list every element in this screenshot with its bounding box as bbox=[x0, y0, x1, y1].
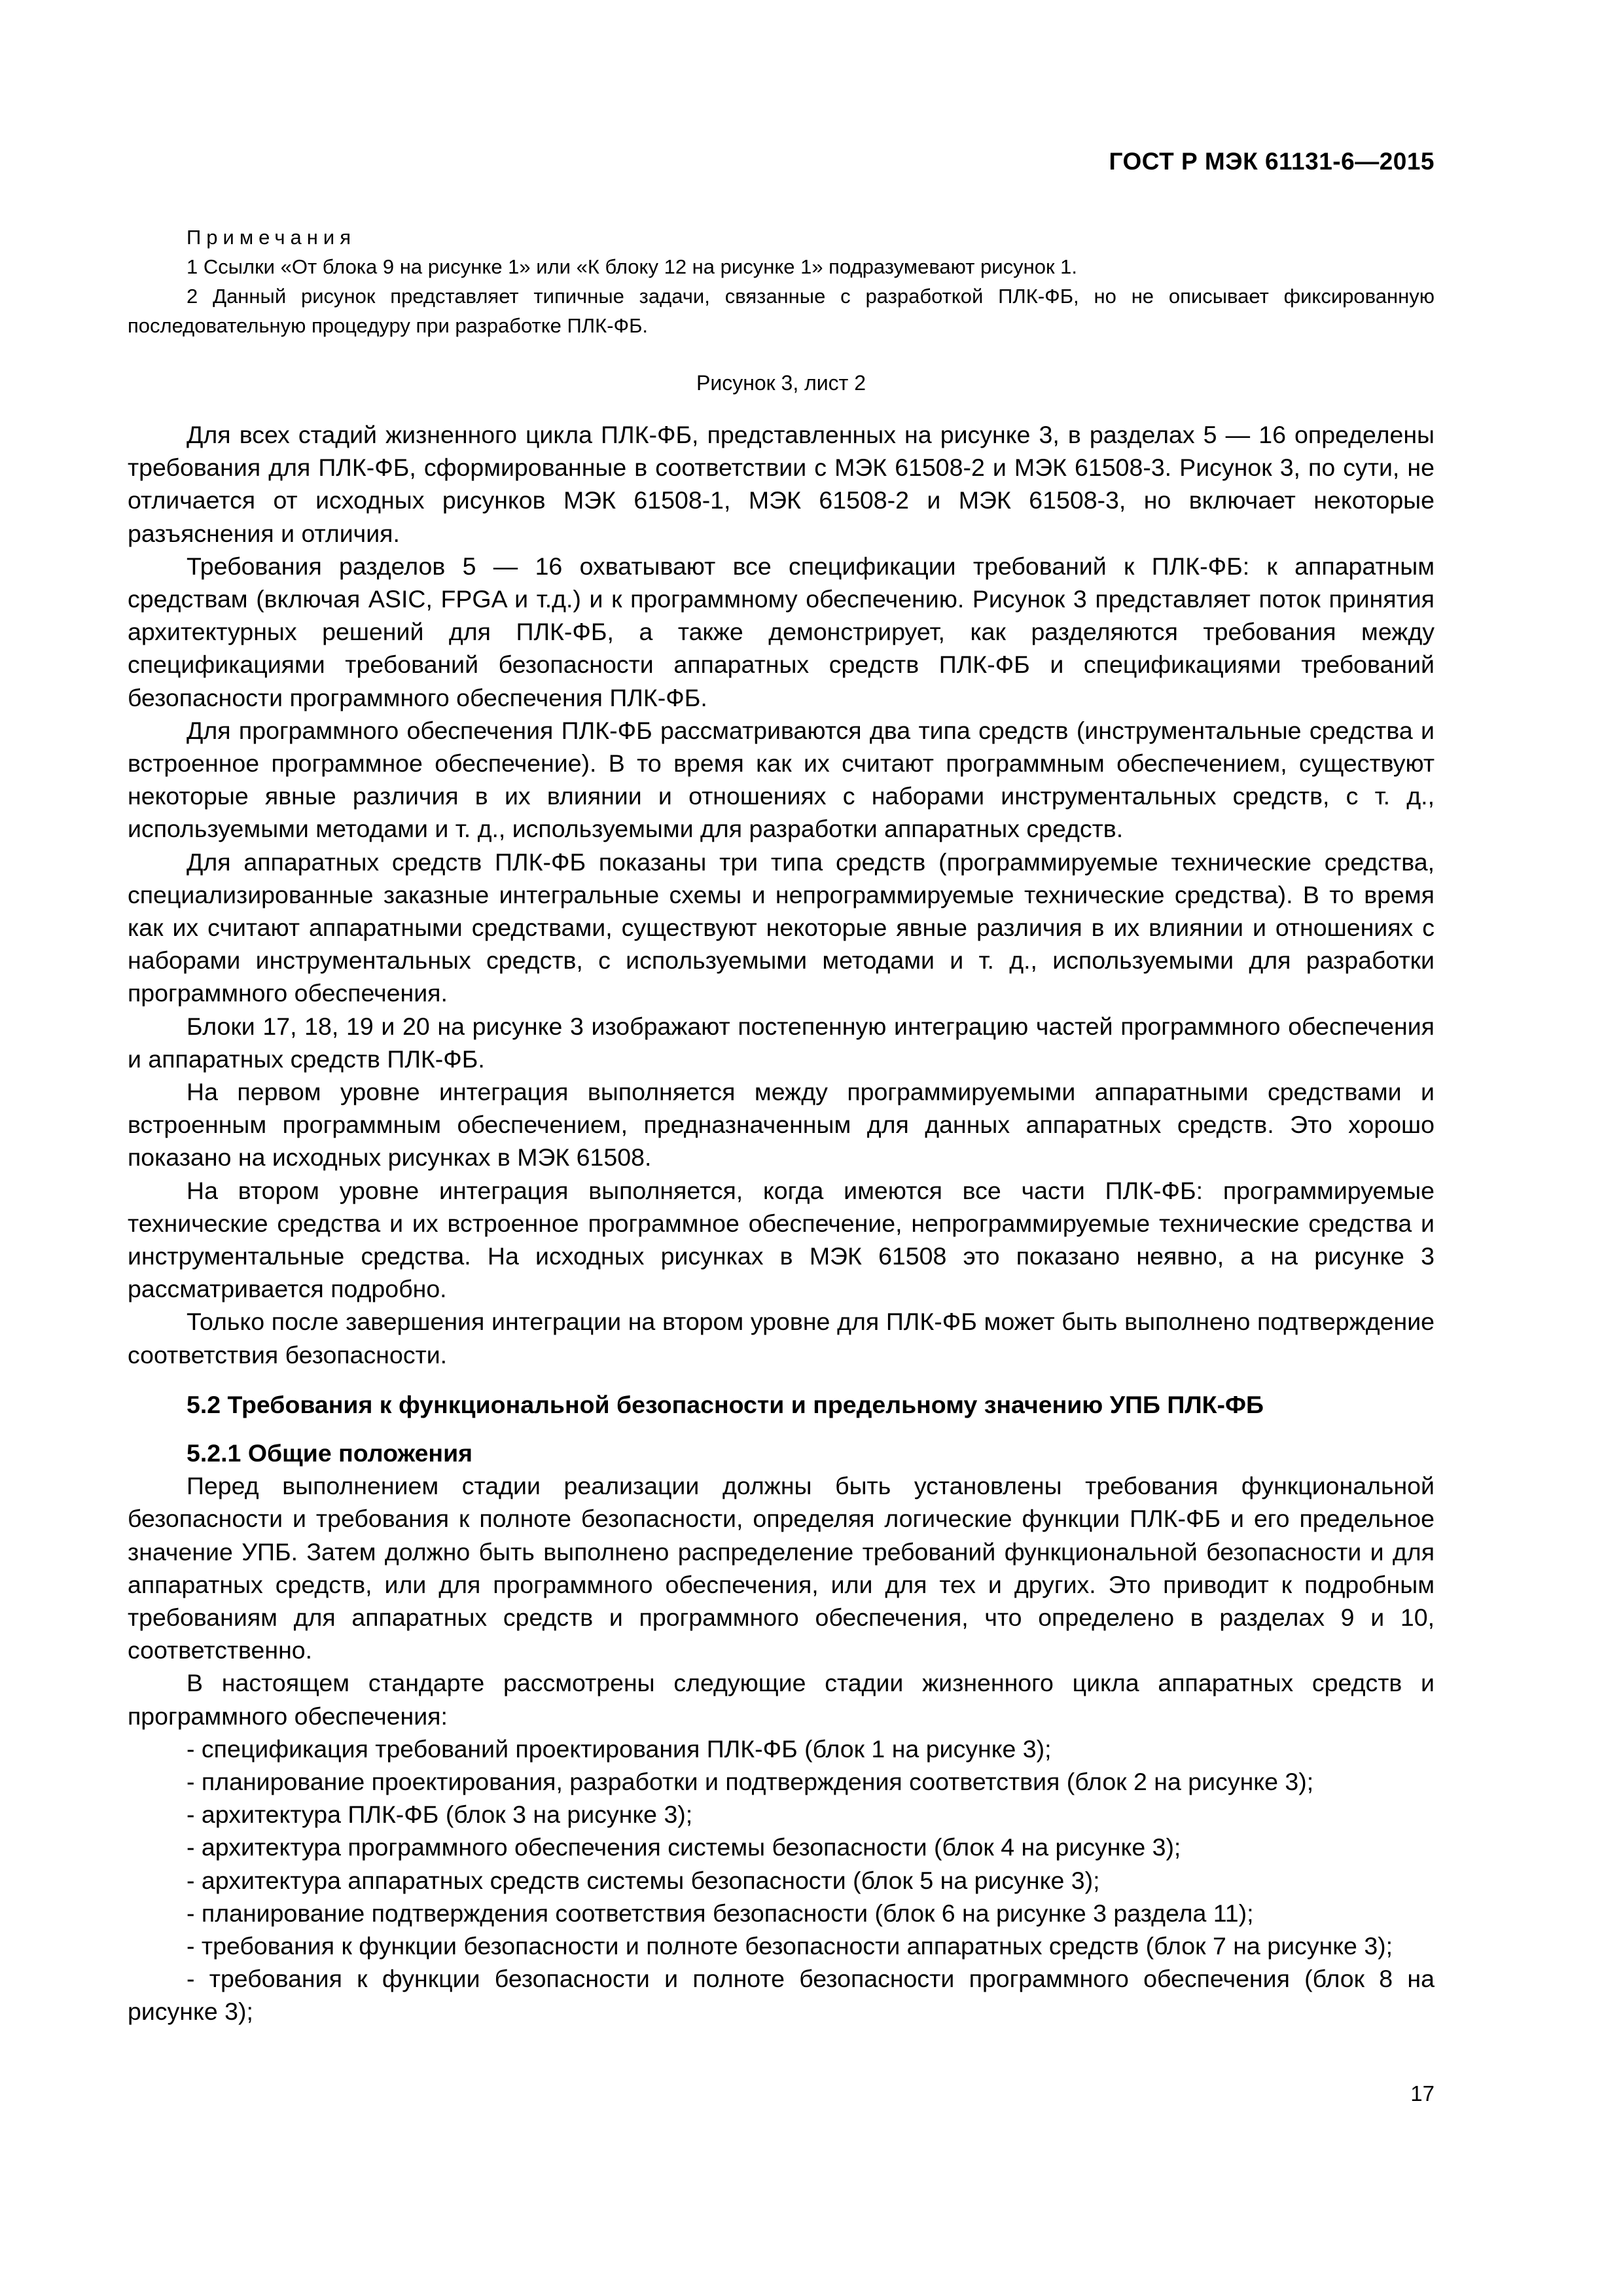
note-item: 2 Данный рисунок представляет типичные задачи, связанные с разработкой ПЛК-ФБ, но не описывает фиксированную последовательную процедуру при разработке ПЛК-ФБ. bbox=[128, 285, 1435, 337]
paragraph: Только после завершения интеграции на втором уровне для ПЛК-ФБ может быть выполнено подтверждение соответствия безопасности. bbox=[128, 1308, 1435, 1369]
list-item: - требования к функции безопасности и полноте безопасности программного обеспечения (блок 8 на рисунке 3); bbox=[128, 1965, 1435, 2026]
figure-caption: Рисунок 3, лист 2 bbox=[696, 371, 866, 395]
paragraph: Требования разделов 5 — 16 охватывают все спецификации требований к ПЛК-ФБ: к аппаратным средствам (включая ASIC, FPGA и т.д.) и к программному обеспечению. Рисунок 3 представляет поток принятия архитектурных решений для ПЛК-ФБ, а также демонстрирует, как разделяются требования между спецификациями требований безопасности аппаратных средств ПЛК-ФБ и спецификациями требований безопасности программного обеспечения ПЛК-ФБ. bbox=[128, 552, 1435, 711]
list-item: - архитектура программного обеспечения системы безопасности (блок 4 на рисунке 3); bbox=[187, 1833, 1181, 1861]
paragraph: На первом уровне интеграция выполняется между программируемыми аппаратными средствами и встроенным программным обеспечением, предназначенным для данных аппаратных средств. Это хорошо показано на исходных рисунках в МЭК 61508. bbox=[128, 1078, 1435, 1172]
list-item: - планирование подтверждения соответствия безопасности (блок 6 на рисунке 3 раздела 11); bbox=[187, 1899, 1254, 1927]
figure-notes bbox=[128, 223, 1435, 340]
list-item: - планирование проектирования, разработки и подтверждения соответствия (блок 2 на рисунке 3); bbox=[187, 1767, 1314, 1795]
standard-header: ГОСТ Р МЭК 61131-6—2015 bbox=[1109, 148, 1435, 175]
main-text bbox=[128, 418, 1435, 2028]
list-item: - архитектура аппаратных средств системы безопасности (блок 5 на рисунке 3); bbox=[187, 1866, 1100, 1894]
paragraph: Для аппаратных средств ПЛК-ФБ показаны три типа средств (программируемые технические средства, специализированные заказные интегральные схемы и непрограммируемые технические средства). В то время как их считают аппаратными средствами, существуют некоторые явные различия в их влиянии и отношениях с наборами инструментальных средств, с используемыми методами и т. д., используемыми для разработки программного обеспечения. bbox=[128, 848, 1435, 1007]
list-item: - спецификация требований проектирования ПЛК-ФБ (блок 1 на рисунке 3); bbox=[187, 1734, 1052, 1763]
subsection-heading: 5.2.1 Общие положения bbox=[187, 1439, 473, 1467]
paragraph: Перед выполнением стадии реализации должны быть установлены требования функциональной безопасности и требования к полноте безопасности, определяя логические функции ПЛК-ФБ и его предельное значение УПБ. Затем должно быть выполнено распределение требований функциональной безопасности и для аппаратных средств, или для программного обеспечения, или для тех и других. Это приводит к подробным требованиям для аппаратных средств и программного обеспечения, что определено в разделах 9 и 10, соответственно. bbox=[128, 1472, 1435, 1664]
paragraph: В настоящем стандарте рассмотрены следующие стадии жизненного цикла аппаратных средств и программного обеспечения: bbox=[128, 1669, 1435, 1730]
paragraph: Для всех стадий жизненного цикла ПЛК-ФБ, представленных на рисунке 3, в разделах 5 — 16 определены требования для ПЛК-ФБ, сформированные в соответствии с МЭК 61508-2 и МЭК 61508-3. Рисунок 3, по сути, не отличается от исходных рисунков МЭК 61508-1, МЭК 61508-2 и МЭК 61508-3, но включает некоторые разъяснения и отличия. bbox=[128, 421, 1435, 547]
list-item: - архитектура ПЛК-ФБ (блок 3 на рисунке 3); bbox=[187, 1801, 693, 1829]
paragraph: На втором уровне интеграция выполняется, когда имеются все части ПЛК-ФБ: программируемые технические средства и их встроенное программное обеспечение, непрограммируемые технические средства и инструментальные средства. На исходных рисунках в МЭК 61508 это показано неявно, а на рисунке 3 рассматривается подробно. bbox=[128, 1176, 1435, 1303]
paragraph: Для программного обеспечения ПЛК-ФБ рассматриваются два типа средств (инструментальные средства и встроенное программное обеспечение). В то время как их считают программным обеспечением, существуют некоторые явные различия в их влиянии и отношениях с наборами инструментальных средств, с т. д., используемыми методами и т. д., используемыми для разработки аппаратных средств. bbox=[128, 716, 1435, 843]
list-item: - требования к функции безопасности и полноте безопасности аппаратных средств (блок 7 на рисунке 3); bbox=[187, 1931, 1393, 1960]
note-item: 1 Ссылки «От блока 9 на рисунке 1» или «К блоку 12 на рисунке 1» подразумевают рисунок 1. bbox=[187, 255, 1078, 278]
paragraph: Блоки 17, 18, 19 и 20 на рисунке 3 изображают постепенную интеграцию частей программного обеспечения и аппаратных средств ПЛК-ФБ. bbox=[128, 1012, 1435, 1073]
page-number: 17 bbox=[1410, 2081, 1435, 2106]
section-heading: 5.2 Требования к функциональной безопасности и предельному значению УПБ ПЛК-ФБ bbox=[187, 1390, 1264, 1418]
notes-title: Примечания bbox=[187, 226, 356, 249]
